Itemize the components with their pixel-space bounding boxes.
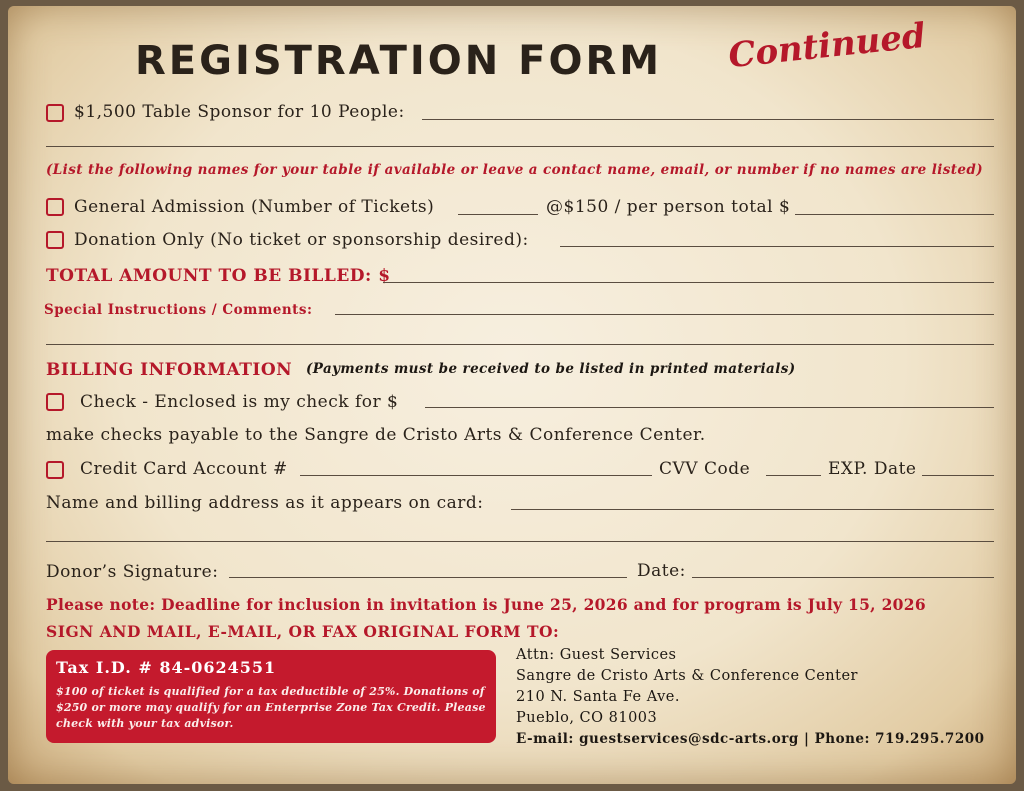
mail-heading: SIGN AND MAIL, E-MAIL, OR FAX ORIGINAL FORM TO: (46, 622, 560, 641)
special-instructions-line[interactable] (335, 314, 994, 315)
credit-card-checkbox[interactable] (46, 461, 64, 479)
cvv-label: CVV Code (659, 459, 751, 479)
signature-label: Donor’s Signature: (46, 562, 219, 582)
tax-id: Tax I.D. # 84-0624551 (56, 658, 277, 677)
date-line[interactable] (692, 577, 994, 578)
address-org: Sangre de Cristo Arts & Conference Center (516, 668, 858, 684)
card-number-line[interactable] (300, 475, 652, 476)
table-sponsor-checkbox[interactable] (46, 104, 64, 122)
deadline-note: Please note: Deadline for inclusion in invitation is June 25, 2026 and for program is July 15, 2026 (46, 595, 926, 614)
billing-name-line[interactable] (511, 509, 994, 510)
table-sponsor-line[interactable] (422, 119, 994, 120)
table-sponsor-label: $1,500 Table Sponsor for 10 People: (74, 102, 405, 122)
donation-label: Donation Only (No ticket or sponsorship desired): (74, 230, 529, 250)
ticket-count-line[interactable] (458, 214, 538, 215)
check-checkbox[interactable] (46, 393, 64, 411)
address-street: 210 N. Santa Fe Ave. (516, 689, 680, 705)
date-label: Date: (637, 561, 686, 581)
exp-line[interactable] (922, 475, 994, 476)
general-admission-label: General Admission (Number of Tickets) (74, 197, 435, 217)
donation-line[interactable] (560, 246, 994, 247)
billing-heading: BILLING INFORMATION (46, 360, 293, 380)
special-instructions-line-2[interactable] (46, 344, 994, 345)
donation-checkbox[interactable] (46, 231, 64, 249)
form-subtitle: Continued (726, 15, 928, 77)
billing-note: (Payments must be received to be listed in printed materials) (306, 361, 796, 377)
check-amount-line[interactable] (425, 407, 994, 408)
signature-line[interactable] (229, 577, 627, 578)
tax-info-box (46, 650, 496, 743)
ticket-price-label: @$150 / per person total $ (546, 197, 791, 217)
general-admission-checkbox[interactable] (46, 198, 64, 216)
special-instructions-label: Special Instructions / Comments: (44, 302, 313, 318)
credit-card-label: Credit Card Account # (80, 459, 288, 479)
contact-info: E-mail: guestservices@sdc-arts.org | Phone: 719.295.7200 (516, 731, 985, 747)
exp-label: EXP. Date (828, 459, 917, 479)
billing-name-label: Name and billing address as it appears on card: (46, 493, 484, 513)
check-payable-text: make checks payable to the Sangre de Cristo Arts & Conference Center. (46, 425, 706, 445)
form-title: REGISTRATION FORM (135, 38, 663, 84)
total-label: TOTAL AMOUNT TO BE BILLED: $ (46, 266, 391, 286)
address-city: Pueblo, CO 81003 (516, 710, 658, 726)
check-label: Check - Enclosed is my check for $ (80, 392, 399, 412)
tax-note: $100 of ticket is qualified for a tax deductible of 25%. Donations of $250 or more may qualify for an Enterprise Zone Tax Credit. Please check with your tax advisor. (56, 685, 486, 730)
billing-address-line[interactable] (46, 541, 994, 542)
address-attn: Attn: Guest Services (516, 647, 677, 663)
table-note: (List the following names for your table if available or leave a contact name, email, or number if no names are listed) (46, 162, 984, 178)
cvv-line[interactable] (766, 475, 821, 476)
general-total-line[interactable] (795, 214, 994, 215)
table-names-line[interactable] (46, 146, 994, 147)
total-line[interactable] (383, 282, 994, 283)
